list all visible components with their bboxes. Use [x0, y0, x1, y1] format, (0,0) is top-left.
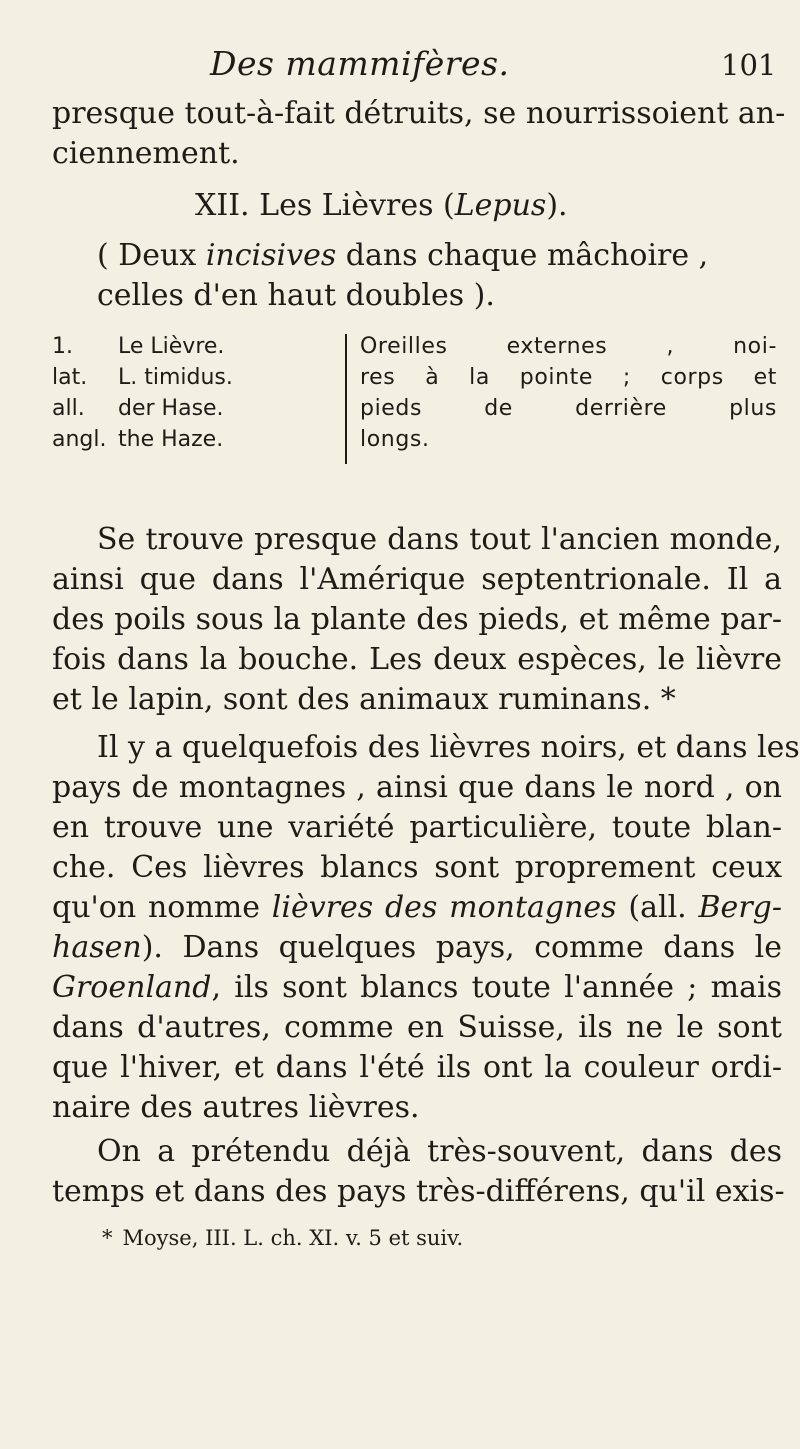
species-name: der Hase.: [118, 396, 224, 421]
text-line: ciennement.: [52, 136, 240, 171]
name-row: [52, 334, 352, 365]
text-line: des poils sous la plante des pieds, et même par-: [52, 602, 782, 637]
language-abbr: lat.: [52, 365, 88, 390]
species-name: Le Lièvre.: [118, 334, 225, 359]
language-abbr: angl.: [52, 427, 107, 452]
text-line: temps et dans des pays très-différens, qu'il exis-: [52, 1174, 785, 1209]
text-line: [52, 928, 782, 968]
italic-term: hasen: [52, 930, 142, 965]
text-span: qu'on nomme: [52, 890, 272, 925]
column-divider: [345, 334, 347, 464]
text-line: que l'hiver, et dans l'été ils ont la couleur ordi-: [52, 1050, 782, 1085]
description-line: longs.: [360, 427, 430, 452]
page-header: [0, 44, 800, 84]
text-span: (all.: [616, 890, 699, 925]
description-line: res à la pointe ; corps et: [360, 365, 777, 390]
page-number: 101: [721, 48, 777, 82]
species-name: the Haze.: [118, 427, 224, 452]
description-line: pieds de derrière plus: [360, 396, 777, 421]
dentition-italic: incisives: [205, 238, 337, 273]
dentition-line: [97, 236, 782, 276]
footnote-mark: *: [102, 1226, 113, 1250]
text-line: Il y a quelquefois des lièvres noirs, et dans les: [97, 730, 800, 765]
section-title-prefix: Les Lièvres (: [259, 188, 455, 223]
name-row: [52, 396, 352, 427]
text-line: che. Ces lièvres blancs sont proprement ceux: [52, 850, 782, 885]
text-line: naire des autres lièvres.: [52, 1090, 420, 1125]
description-line: Oreilles externes , noi-: [360, 334, 777, 359]
name-row: [52, 427, 352, 458]
text-line: Se trouve presque dans tout l'ancien monde,: [97, 522, 782, 557]
text-line: pays de montagnes , ainsi que dans le nord , on: [52, 770, 782, 805]
dentition-line: celles d'en haut doubles ).: [97, 278, 495, 313]
text-line: et le lapin, sont des animaux ruminans. *: [52, 682, 676, 717]
text-line: [52, 888, 782, 928]
species-table: [40, 334, 800, 514]
text-line: On a prétendu déjà très-souvent, dans des: [97, 1134, 782, 1169]
text-line: [52, 968, 782, 1008]
section-heading: [195, 186, 800, 226]
dentition-text: ( Deux: [97, 238, 206, 273]
text-line: dans d'autres, comme en Suisse, ils ne le sont: [52, 1010, 782, 1045]
text-line: presque tout-à-fait détruits, se nourrissoient an-: [52, 96, 786, 131]
text-span: ). Dans quelques pays, comme dans le: [141, 930, 782, 965]
section-title-latin: Lepus: [454, 188, 547, 223]
section-number: XII.: [195, 188, 250, 223]
footnote: [102, 1226, 463, 1250]
italic-term: lièvres des montagnes: [271, 890, 617, 925]
running-title: Des mammifères.: [210, 44, 510, 83]
section-title-suffix: ).: [546, 188, 568, 223]
species-description: [360, 334, 777, 458]
text-line: ainsi que dans l'Amérique septentrionale. Il a: [52, 562, 782, 597]
text-span: , ils sont blancs toute l'année ; mais: [211, 970, 782, 1005]
dentition-text: dans chaque mâchoire ,: [336, 238, 709, 273]
language-abbr: 1.: [52, 334, 73, 359]
language-abbr: all.: [52, 396, 85, 421]
name-row: [52, 365, 352, 396]
italic-term: Groenland: [52, 970, 212, 1005]
species-names: [52, 334, 352, 458]
species-name: L. timidus.: [118, 365, 233, 390]
footnote-text: Moyse, III. L. ch. XI. v. 5 et suiv.: [122, 1226, 464, 1250]
text-line: fois dans la bouche. Les deux espèces, le lièvre: [52, 642, 782, 677]
text-line: en trouve une variété particulière, toute blan-: [52, 810, 782, 845]
italic-term: Berg-: [698, 890, 782, 925]
